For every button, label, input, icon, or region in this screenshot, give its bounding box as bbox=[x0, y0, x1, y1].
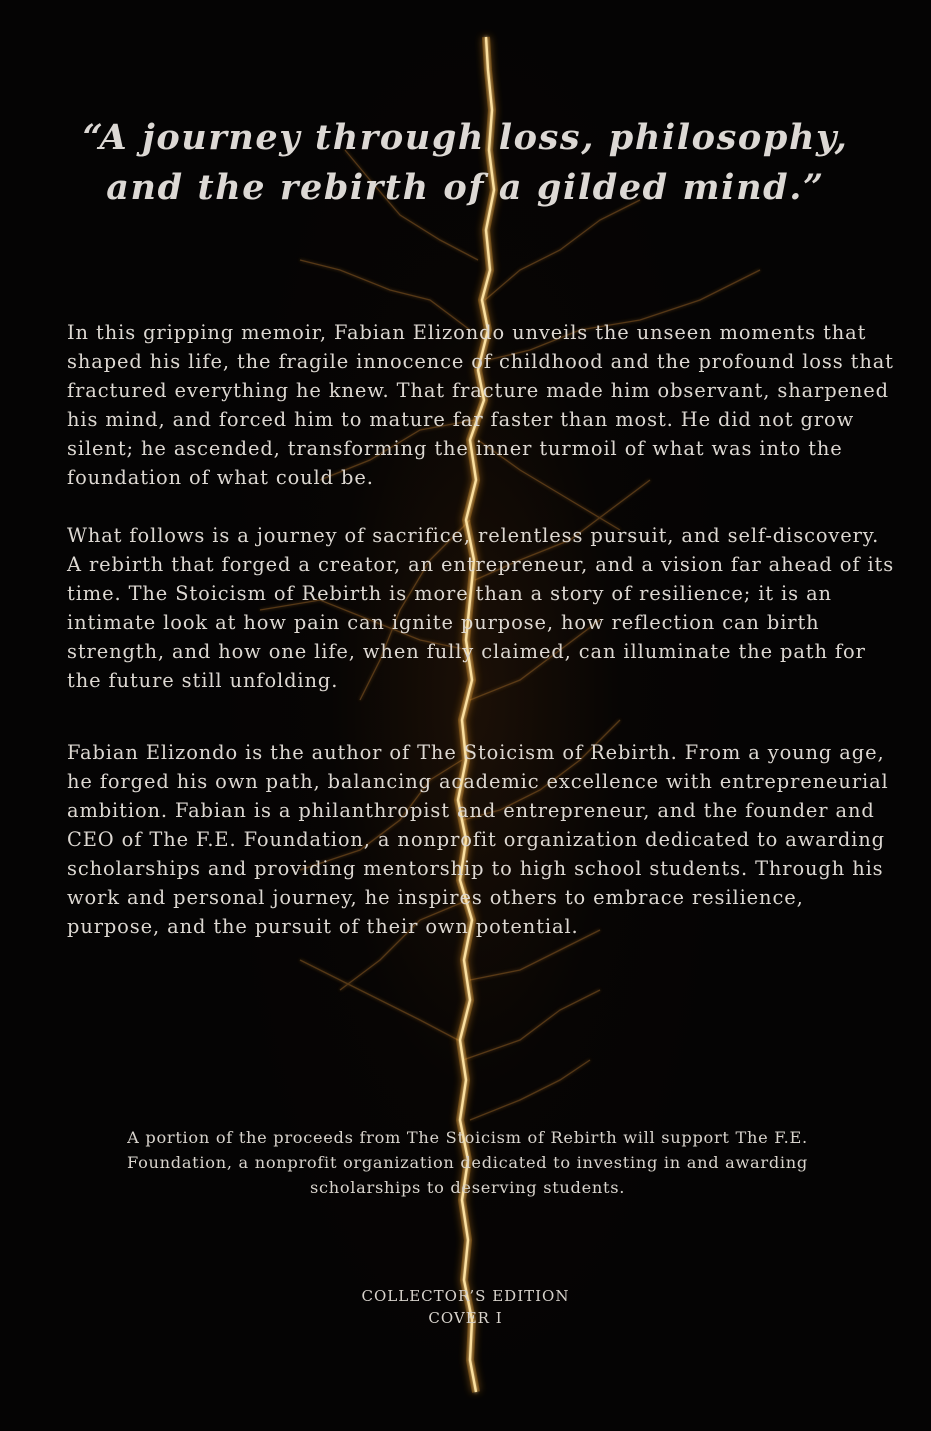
synopsis-paragraph-1: In this gripping memoir, Fabian Elizondo unveils the unseen moments that shaped his life, the fragile innocence of childhood and the profound loss that fractured everything he knew. That fracture made him observant, sharpened his mind, and forced him to mature far faster than most. He did not grow silent; he ascended, transforming the inner turmoil of what was into the foundation of what could be. bbox=[67, 321, 894, 489]
edition-line-2: COVER I bbox=[428, 1309, 503, 1327]
edition-label bbox=[0, 1285, 931, 1329]
synopsis-paragraph-2: What follows is a journey of sacrifice, relentless pursuit, and self-discovery. A rebirth that forged a creator, an entrepreneur, and a vision far ahead of its time. The Stoicism of Rebirth is more than a story of resilience; it is an intimate look at how pain can ignite purpose, how reflection can birth strength, and how one life, when fully claimed, can illuminate the path for the future still unfolding. bbox=[67, 524, 895, 692]
edition-line-1: COLLECTOR’S EDITION bbox=[361, 1287, 570, 1305]
tagline-quote: “A journey through loss, philosophy, and the rebirth of a gilded mind.” bbox=[82, 117, 849, 208]
author-bio-paragraph: Fabian Elizondo is the author of The Stoicism of Rebirth. From a young age, he forged his own path, balancing academic excellence with entrepreneurial ambition. Fabian is a philanthropist and entrepreneur, and the founder and CEO of The F.E. Foundation, a nonprofit organization dedicated to awarding scholarships and providing mentorship to high school students. Through his work and personal journey, he inspires others to embrace resilience, purpose, and the pursuit of their own potential. bbox=[67, 741, 889, 938]
proceeds-note: A portion of the proceeds from The Stoicism of Rebirth will support The F.E. Foundation, a nonprofit organization dedicated to investing in and awarding scholarships to deserving students. bbox=[127, 1128, 808, 1197]
